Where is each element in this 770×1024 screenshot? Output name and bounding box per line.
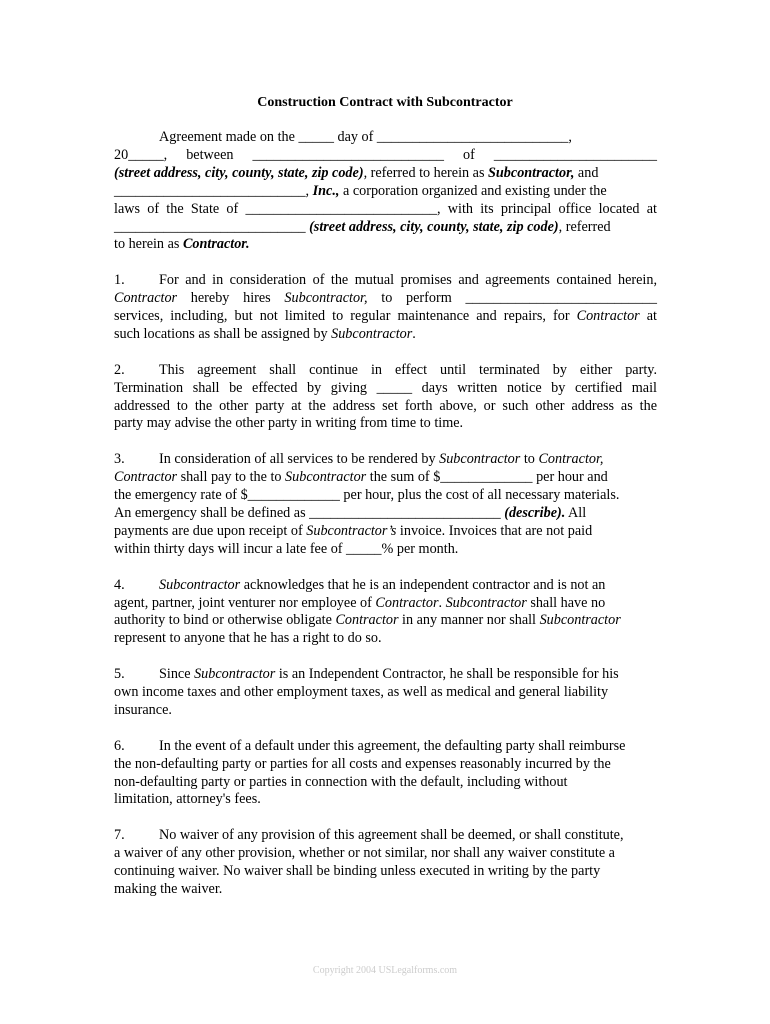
clause-3-line-5	[114, 523, 657, 541]
clause-4-text-3a: authority to bind or otherwise obligate	[114, 612, 336, 629]
clause-3-text-1a: In consideration of all services to be rendered by	[159, 451, 440, 468]
clause-2-line-2	[114, 380, 657, 398]
clause-1-line-2	[114, 290, 657, 308]
clause-6-line-1	[114, 738, 657, 756]
clause-4-number: 4.	[114, 576, 125, 593]
clause-6-line-2	[114, 756, 657, 774]
clause-1-line-1	[114, 272, 657, 290]
clause-2-text-3: addressed to the other party at the address set forth above, or such other address as the	[114, 397, 657, 414]
clause-5-text-2: own income taxes and other employment taxes, as well as medical and general liability	[114, 684, 609, 701]
clause-5-text-1a: Since	[159, 666, 195, 683]
copyright-footer: Copyright 2004 USLegalforms.com	[312, 965, 458, 976]
clause-6-text-1: In the event of a default under this agreement, the defaulting party shall reimburse	[159, 737, 626, 754]
contractor-term: Contractor.	[182, 236, 250, 253]
intro-line-4	[114, 183, 657, 201]
clause-2-line-3	[114, 398, 657, 416]
clause-1-text-2c: Subcontractor,	[284, 290, 368, 307]
clause-4-text-3b: Contractor	[335, 612, 399, 629]
clause-3-text-2c: Subcontractor	[285, 469, 367, 486]
clause-3-text-4c: All	[565, 504, 587, 521]
subcontractor-term: Subcontractor,	[488, 164, 575, 181]
clause-3-text-4a: An emergency shall be defined as ___________________________	[114, 504, 505, 521]
clause-5-text-1c: is an Independent Contractor, he shall be responsible for his	[275, 666, 619, 683]
intro-text-4a: ___________________________,	[114, 182, 313, 199]
clause-7-number: 7.	[114, 827, 125, 844]
clause-4-line-2	[114, 595, 657, 613]
clause-6-text-3: non-defaulting party or parties in connection with the default, including without	[114, 773, 568, 790]
clause-1-text-4b: Subcontractor	[331, 325, 413, 342]
clause-3-line-4	[114, 505, 657, 523]
clause-4	[114, 577, 657, 649]
clause-4-text-3c: in any manner nor shall	[398, 612, 540, 629]
clause-1-text-4c: .	[412, 325, 416, 342]
clause-3-text-3: the emergency rate of $_____________ per hour, plus the cost of all necessary materials.	[114, 487, 620, 504]
intro-paragraph	[114, 129, 657, 254]
clause-5-text-3: insurance.	[114, 701, 172, 718]
clause-2-line-1	[114, 362, 657, 380]
clause-4-text-1b: acknowledges that he is an independent contractor and is not an	[240, 576, 606, 593]
clause-4-text-2e: shall have no	[526, 594, 606, 611]
clause-7-line-2	[114, 845, 657, 863]
clause-4-text-2d: Subcontractor	[445, 594, 527, 611]
clause-3-text-1c: to	[520, 451, 539, 468]
clause-7-text-4: making the waiver.	[114, 880, 223, 897]
clause-4-text-1a: Subcontractor	[159, 576, 241, 593]
clause-1-text-2a: Contractor	[114, 290, 178, 307]
intro-line-3	[114, 165, 657, 183]
clause-5-line-3	[114, 702, 657, 720]
clause-7-text-2: a waiver of any other provision, whether or not similar, nor shall any waiver constitute a	[114, 845, 615, 862]
intro-line-6	[114, 219, 657, 237]
clause-3-line-1	[114, 451, 657, 469]
inc-term: Inc.,	[312, 182, 340, 199]
intro-text-3d: and	[574, 164, 599, 181]
clause-1-text-3a: services, including, but not limited to regular maintenance and repairs, for	[114, 308, 577, 325]
intro-text-7a: to herein as	[114, 236, 183, 253]
subcontractor-address-hint: (street address, city, county, state, zip code)	[114, 164, 364, 181]
clause-4-text-3d: Subcontractor	[539, 612, 621, 629]
clause-7	[114, 827, 657, 899]
clause-3-text-6: within thirty days will incur a late fee of _____% per month.	[114, 540, 459, 557]
clause-3-text-2a: Contractor	[114, 469, 178, 486]
clause-6-text-4: limitation, attorney's fees.	[114, 791, 261, 808]
clause-2-text-1: This agreement shall continue in effect until terminated by either party.	[159, 361, 657, 378]
clause-6-text-2: the non-defaulting party or parties for all costs and expenses reasonably incurred by the	[114, 755, 611, 772]
clause-1	[114, 272, 657, 344]
clause-4-text-2c: .	[438, 594, 446, 611]
clause-3-line-6	[114, 541, 657, 559]
clause-1-text-4a: such locations as shall be assigned by	[114, 325, 332, 342]
clause-1-line-3	[114, 308, 657, 326]
clause-3-text-2b: shall pay to the to	[177, 469, 286, 486]
clause-4-text-2b: Contractor	[375, 594, 439, 611]
clause-4-line-3	[114, 612, 657, 630]
clause-2-text-4: party may advise the other party in writing from time to time.	[114, 415, 464, 432]
intro-line-2	[114, 147, 657, 165]
clause-3-text-1d: Contractor,	[538, 451, 604, 468]
clause-6	[114, 738, 657, 810]
clause-6-number: 6.	[114, 737, 125, 754]
clause-1-text-2b: hereby hires	[177, 290, 285, 307]
intro-text-2: 20_____, between ___________________________ of _______________________	[114, 146, 657, 163]
clause-7-text-1: No waiver of any provision of this agreement shall be deemed, or shall constitute,	[159, 827, 624, 844]
document-title: Construction Contract with Subcontractor	[257, 95, 513, 110]
clause-1-text-3c: at	[639, 308, 657, 325]
describe-hint: (describe).	[504, 504, 566, 521]
clause-1-line-4	[114, 326, 657, 344]
intro-text-3b: , referred to herein as	[363, 164, 489, 181]
clause-4-line-1	[114, 577, 657, 595]
clause-7-line-1	[114, 827, 657, 845]
clause-6-line-3	[114, 774, 657, 792]
intro-line-7	[114, 236, 657, 254]
intro-text-5: laws of the State of ___________________________, with its principal office located at	[114, 200, 657, 217]
intro-text-6a: ___________________________	[114, 218, 310, 235]
clause-3-text-1b: Subcontractor	[439, 451, 521, 468]
clause-3-text-5c: invoice. Invoices that are not paid	[396, 522, 593, 539]
clause-3	[114, 451, 657, 558]
clause-3-text-2d: the sum of $_____________ per hour and	[366, 469, 608, 486]
clause-1-text-3b: Contractor	[576, 308, 640, 325]
clause-5-line-2	[114, 684, 657, 702]
document-body	[114, 129, 657, 917]
clause-5	[114, 666, 657, 720]
clause-1-text-1: For and in consideration of the mutual promises and agreements contained herein,	[159, 272, 657, 289]
intro-text-4c: a corporation organized and existing under the	[339, 182, 607, 199]
intro-line-5	[114, 201, 657, 219]
clause-2	[114, 362, 657, 434]
clause-4-line-4	[114, 630, 657, 648]
intro-text-1: Agreement made on the _____ day of ___________________________,	[159, 129, 572, 145]
clause-2-number: 2.	[114, 361, 125, 378]
clause-3-text-5a: payments are due upon receipt of	[114, 522, 307, 539]
clause-4-text-4: represent to anyone that he has a right to do so.	[114, 630, 382, 647]
clause-1-number: 1.	[114, 272, 125, 289]
intro-line-1	[114, 129, 657, 147]
clause-1-text-2d: to perform ___________________________	[367, 290, 657, 307]
clause-3-line-3	[114, 487, 657, 505]
clause-7-text-3: continuing waiver. No waiver shall be binding unless executed in writing by the party	[114, 863, 601, 880]
clause-7-line-4	[114, 881, 657, 899]
contractor-address-hint: (street address, city, county, state, zip code)	[309, 218, 559, 235]
clause-2-text-2: Termination shall be effected by giving _____ days written notice by certified mail	[114, 379, 657, 396]
intro-text-6c: , referred	[558, 218, 611, 235]
clause-3-line-2	[114, 469, 657, 487]
clause-7-line-3	[114, 863, 657, 881]
clause-5-number: 5.	[114, 666, 125, 683]
clause-2-line-4	[114, 415, 657, 433]
clause-3-text-5b: Subcontractor’s	[306, 522, 397, 539]
clause-5-line-1	[114, 666, 657, 684]
clause-6-line-4	[114, 791, 657, 809]
clause-4-text-2a: agent, partner, joint venturer nor employee of	[114, 594, 376, 611]
clause-3-number: 3.	[114, 451, 125, 468]
clause-5-text-1b: Subcontractor	[194, 666, 276, 683]
